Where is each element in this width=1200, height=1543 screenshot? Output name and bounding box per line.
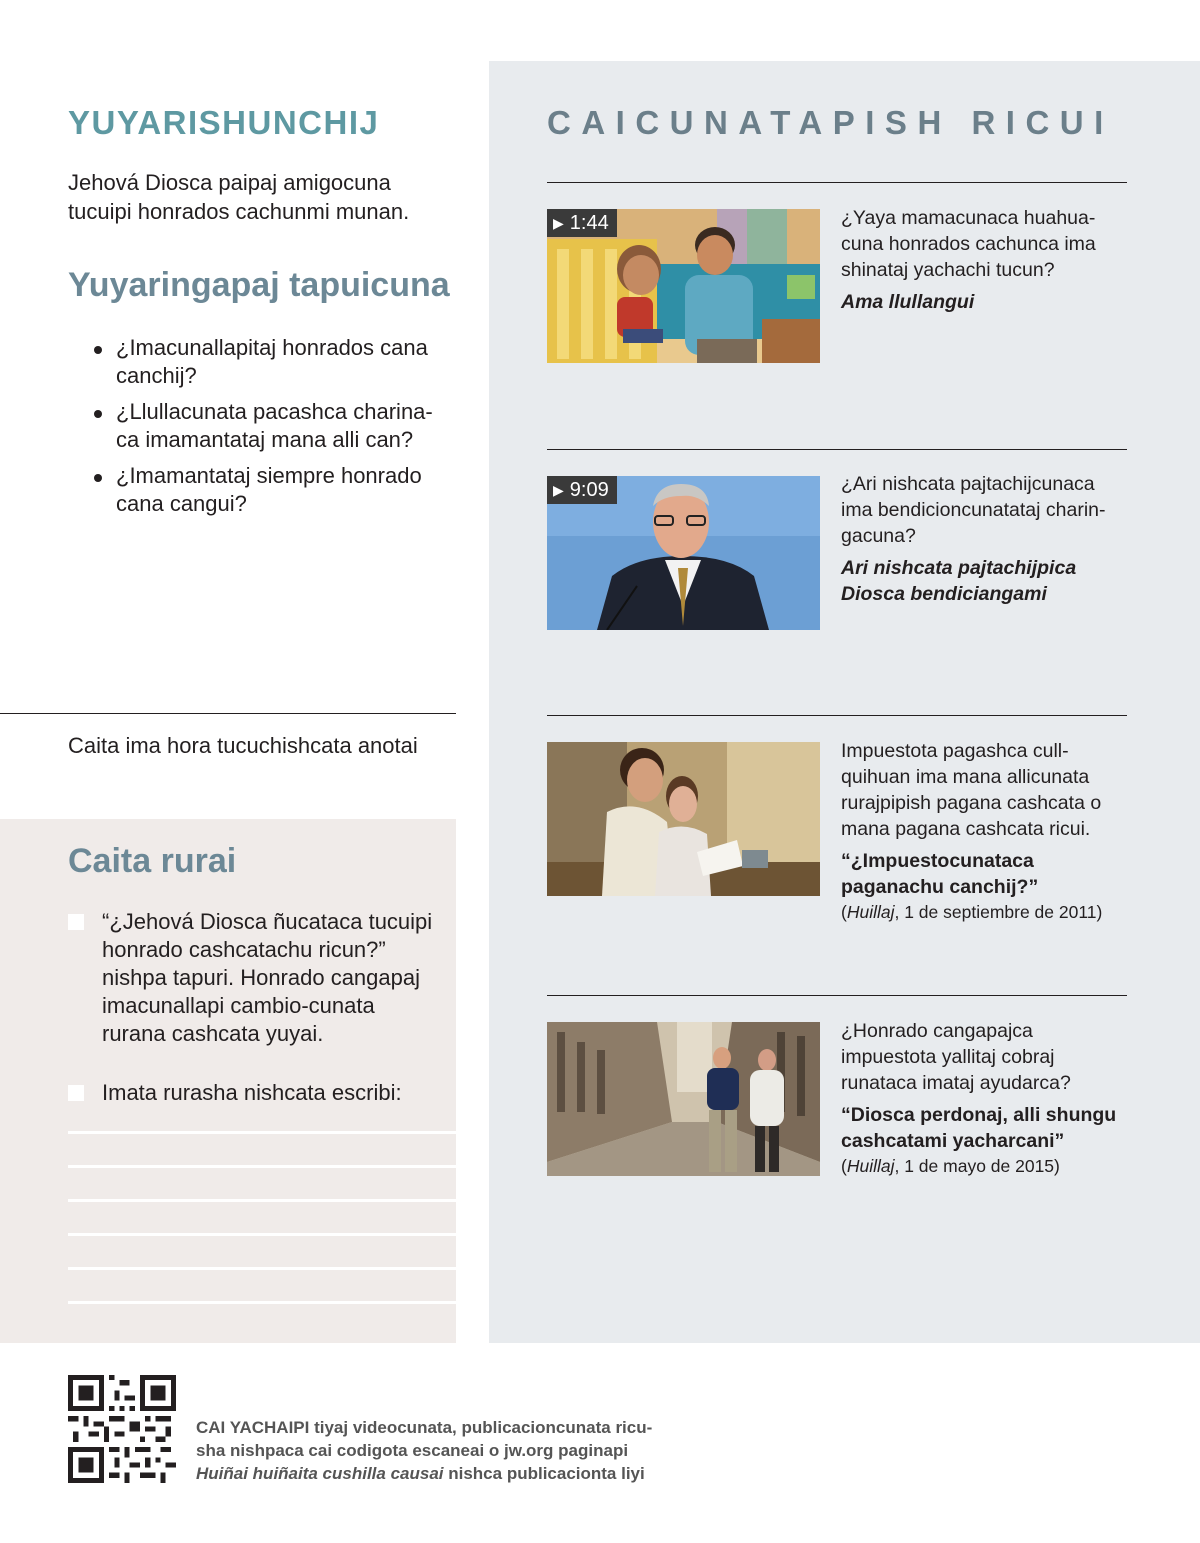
footer-text-line: sha nishpaca cai codigota escaneai o jw.org paginapi <box>196 1441 629 1460</box>
explore-item-text <box>841 205 1131 315</box>
citation-source: Huillaj <box>846 902 895 922</box>
video-thumbnail[interactable] <box>547 209 820 363</box>
review-question-text: ¿Llullacunata pacashca charina-ca imamantataj mana alli can? <box>116 399 433 452</box>
citation: (Huillaj, 1 de septiembre de 2011) <box>841 902 1103 922</box>
explore-title: CAICUNATAPISH RICUI <box>547 104 1114 141</box>
explore-item-text <box>841 471 1131 607</box>
review-question <box>90 334 450 390</box>
checkbox[interactable] <box>68 1085 84 1101</box>
activity-title: Caita rurai <box>68 842 237 880</box>
explore-question: ¿Yaya mamacunaca huahua-cuna honrados cachunca ima shinataj yachachi tucun? <box>841 207 1096 281</box>
explore-reference-link[interactable]: Ari nishcata pajtachijpica Diosca bendiciangami <box>841 557 1077 605</box>
bullet-icon <box>94 410 102 418</box>
goal-text: Caita ima hora tucuchishcata anotai <box>68 733 418 758</box>
duration-label: 1:44 <box>569 212 609 234</box>
review-question-list <box>90 334 450 526</box>
explore-reference-link[interactable]: “Diosca perdonaj, alli shungu cashcatami yacharcani” <box>841 1104 1117 1152</box>
article-thumbnail[interactable] <box>547 742 820 896</box>
video-thumbnail[interactable] <box>547 476 820 630</box>
divider <box>0 713 456 714</box>
video-duration <box>547 209 617 237</box>
qr-code-graphic <box>68 1375 176 1483</box>
couple-walking-on-street-image <box>547 1022 820 1176</box>
review-title: Yuyaringapaj tapuicuna <box>68 266 450 304</box>
writing-line[interactable] <box>68 1165 456 1168</box>
citation-date: , 1 de septiembre de 2011) <box>894 902 1103 922</box>
divider <box>547 995 1127 996</box>
writing-line[interactable] <box>68 1267 456 1270</box>
explore-item-text <box>841 1018 1131 1178</box>
explore-question: ¿Honrado cangapajca impuestota yallitaj cobraj runataca imataj ayudarca? <box>841 1020 1071 1094</box>
qr-code-icon[interactable] <box>68 1375 176 1483</box>
divider <box>547 182 1127 183</box>
duration-label: 9:09 <box>569 479 609 501</box>
couple-filling-out-papers-image <box>547 742 820 896</box>
citation-date: , 1 de mayo de 2015) <box>894 1156 1060 1176</box>
publication-title: Huiñai huiñaita cushilla causai <box>196 1464 444 1483</box>
explore-question: Impuestota pagashca cull-quihuan ima mana allicunata rurajpipish pagana cashcata o mana pagana cashcata ricui. <box>841 740 1102 840</box>
explore-reference-link[interactable]: Ama llullangui <box>841 291 975 313</box>
play-icon: ▶ <box>553 215 564 231</box>
writing-line[interactable] <box>68 1131 456 1134</box>
video-duration <box>547 476 617 504</box>
explore-question: ¿Ari nishcata pajtachijcunaca ima bendicioncunatataj charin-gacuna? <box>841 473 1106 547</box>
divider <box>547 449 1127 450</box>
footer-text-line: nishca publicacionta liyi <box>443 1464 645 1483</box>
activity-item <box>68 908 438 1048</box>
footer-text <box>196 1416 716 1485</box>
bullet-icon <box>94 346 102 354</box>
citation-source: Huillaj <box>846 1156 895 1176</box>
writing-line[interactable] <box>68 1199 456 1202</box>
divider <box>547 715 1127 716</box>
summary-title: YUYARISHUNCHIJ <box>68 104 380 141</box>
review-question-text: ¿Imamantataj siempre honrado cana cangui? <box>116 463 422 516</box>
activity-item-text: Imata rurasha nishcata escribi: <box>102 1080 402 1105</box>
checkbox[interactable] <box>68 914 84 930</box>
footer-text-line: CAI YACHAIPI tiyaj videocunata, publicacioncunata ricu- <box>196 1418 653 1437</box>
bullet-icon <box>94 474 102 482</box>
writing-line[interactable] <box>68 1233 456 1236</box>
article-thumbnail[interactable] <box>547 1022 820 1176</box>
activity-item-text: “¿Jehová Diosca ñucataca tucuipi honrado cashcatachu ricun?” nishpa tapuri. Honrado cangapaj imacunallapi cambio-cunata rurana cashcata yuyai. <box>102 909 433 1046</box>
writing-line[interactable] <box>68 1301 456 1304</box>
explore-item-text <box>841 738 1131 924</box>
explore-reference-link[interactable]: “¿Impuestocunataca paganachu canchij?” <box>841 850 1039 898</box>
citation: (Huillaj, 1 de mayo de 2015) <box>841 1156 1060 1176</box>
review-question <box>90 462 450 518</box>
review-question <box>90 398 450 454</box>
review-question-text: ¿Imacunallapitaj honrados cana canchij? <box>116 335 428 388</box>
summary-text: Jehová Diosca paipaj amigocuna tucuipi honrados cachunmi munan. <box>68 170 410 224</box>
play-icon: ▶ <box>553 482 564 498</box>
activity-item <box>68 1079 438 1107</box>
